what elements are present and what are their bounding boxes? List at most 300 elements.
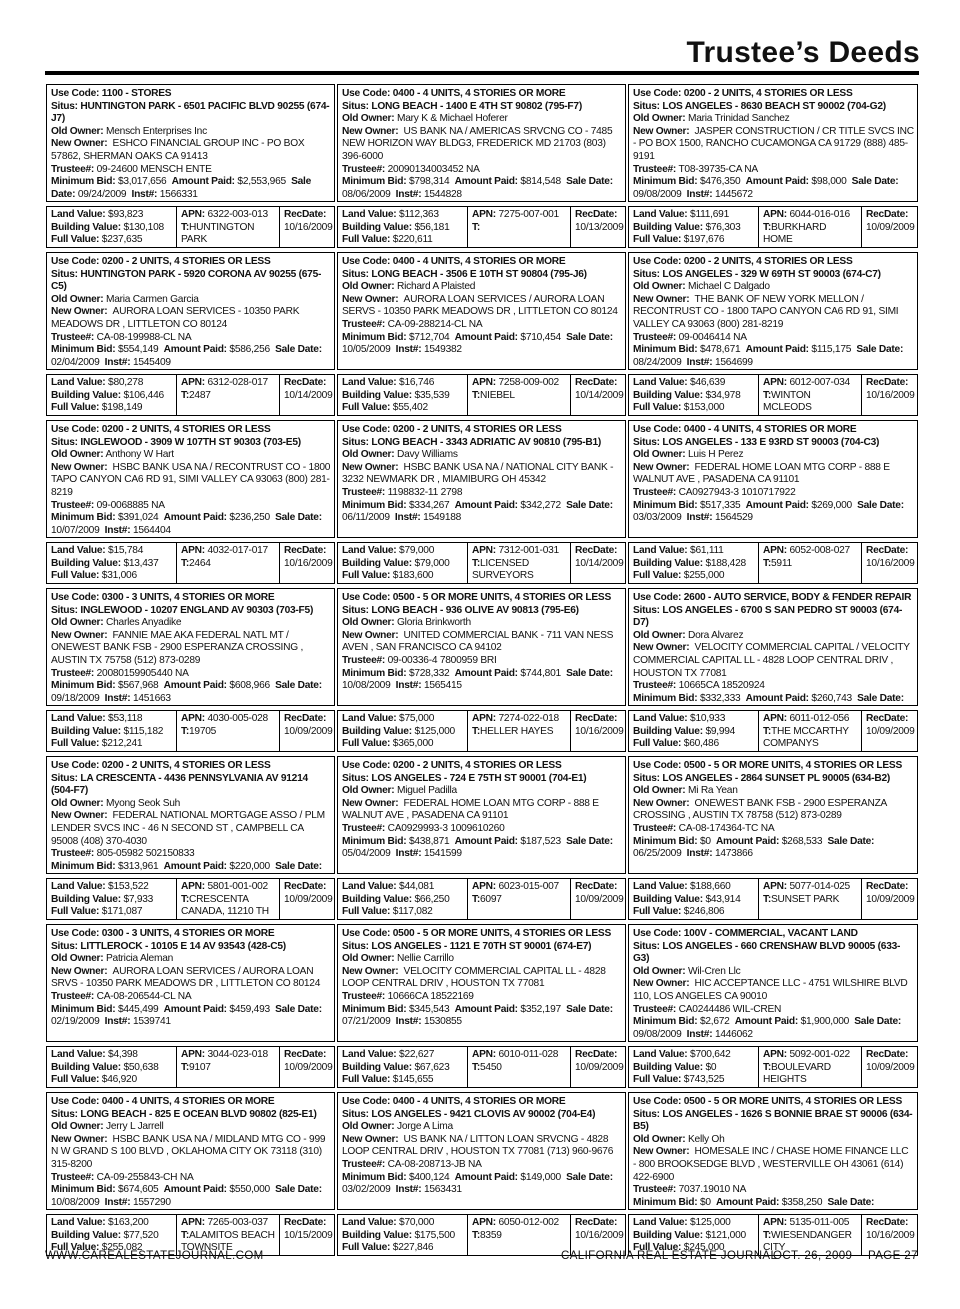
label-full-value: Full Value: bbox=[51, 1242, 100, 1254]
building-value: $35,539 bbox=[414, 389, 450, 401]
tract-value: 6097 bbox=[480, 893, 502, 905]
deed-record bbox=[628, 924, 918, 1042]
building-value: $7,933 bbox=[123, 893, 154, 905]
new-owner-value: US BANK NA / LITTON LOAN SRVCNG - 4828 LOOP CENTRAL DRIV , HOUSTON TX 77081 (713) 960-9676 bbox=[342, 1133, 614, 1158]
label-land-value: Land Value: bbox=[342, 1049, 397, 1060]
use-code-value: 0200 - 2 UNITS, 4 STORIES OR LESS bbox=[101, 760, 271, 771]
apn-value: 6052-008-027 bbox=[789, 545, 850, 556]
label-building-value: Building Value: bbox=[633, 221, 703, 233]
old-owner-value: Miguel Padilla bbox=[397, 785, 457, 797]
apn-col bbox=[759, 543, 862, 583]
use-code-value: 0400 - 4 UNITS, 4 STORIES OR MORE bbox=[392, 1096, 566, 1107]
min-bid-value: $517,335 bbox=[699, 499, 741, 511]
situs-value: LOS ANGELES - 724 E 75TH ST 90001 (704-E1) bbox=[371, 772, 587, 784]
label-old-owner: Old Owner: bbox=[342, 785, 395, 797]
recdate-value: 10/09/2009 bbox=[866, 221, 915, 233]
label-new-owner: New Owner: bbox=[342, 461, 399, 473]
full-value: $255,082 bbox=[101, 1242, 143, 1254]
values-col bbox=[629, 1215, 759, 1255]
label-situs: Situs: bbox=[633, 604, 660, 616]
tract-value: 5450 bbox=[480, 1061, 502, 1073]
inst-value: 1473866 bbox=[714, 848, 753, 860]
recdate-value: 10/09/2009 bbox=[575, 893, 624, 905]
use-code-value: 0400 - 4 UNITS, 4 STORIES OR MORE bbox=[683, 424, 857, 435]
amount-paid-value: $269,000 bbox=[811, 499, 852, 511]
label-full-value: Full Value: bbox=[633, 570, 682, 582]
values-col bbox=[338, 1047, 468, 1087]
land-value: $153,522 bbox=[108, 881, 149, 892]
label-sale-date: Sale Date: bbox=[854, 1016, 902, 1028]
label-min-bid: Minimum Bid: bbox=[51, 344, 116, 356]
full-value: $153,000 bbox=[683, 402, 725, 414]
label-use-code: Use Code: bbox=[633, 256, 682, 267]
use-code-value: 0200 - 2 UNITS, 4 STORIES OR LESS bbox=[392, 760, 562, 771]
deed-values bbox=[628, 710, 918, 752]
label-building-value: Building Value: bbox=[633, 725, 703, 737]
situs-value: INGLEWOOD - 10207 ENGLAND AV 90303 (703-F5) bbox=[80, 604, 314, 616]
use-code-value: 0500 - 5 OR MORE UNITS, 4 STORIES OR LESS bbox=[392, 928, 612, 939]
trustee-value: 20090134003452 NA bbox=[387, 163, 480, 175]
tract-value: WINTON MCLEODS bbox=[763, 389, 812, 414]
recdate-col bbox=[862, 1215, 917, 1255]
values-col bbox=[629, 1047, 759, 1087]
old-owner-value: Mi Ra Yean bbox=[688, 785, 738, 797]
old-owner-value: Mensch Enterprises Inc bbox=[106, 125, 207, 137]
label-trustee: Trustee#: bbox=[342, 654, 386, 666]
apn-value: 7265-003-037 bbox=[207, 1217, 268, 1228]
label-building-value: Building Value: bbox=[633, 557, 703, 569]
label-building-value: Building Value: bbox=[51, 221, 121, 233]
situs-value: LOS ANGELES - 9421 CLOVIS AV 90002 (704-E4) bbox=[371, 1108, 596, 1120]
tract-value: BOULEVARD HEIGHTS bbox=[763, 1061, 831, 1086]
building-value: $130,108 bbox=[123, 221, 164, 233]
deed-values bbox=[46, 542, 335, 584]
label-situs: Situs: bbox=[342, 100, 369, 112]
label-new-owner: New Owner: bbox=[342, 125, 399, 137]
label-min-bid: Minimum Bid: bbox=[342, 1171, 407, 1183]
label-apn: APN: bbox=[763, 377, 787, 388]
old-owner-value: Luis H Perez bbox=[688, 449, 744, 461]
sale-date-value: 10/08/2009 bbox=[51, 1196, 100, 1208]
old-owner-value: Gloria Brinkworth bbox=[397, 617, 471, 629]
label-old-owner: Old Owner: bbox=[633, 629, 686, 641]
recdate-col bbox=[571, 879, 625, 919]
land-value: $79,000 bbox=[399, 545, 435, 556]
label-use-code: Use Code: bbox=[51, 256, 100, 267]
label-full-value: Full Value: bbox=[51, 570, 100, 582]
footer-date: OCT. 26, 2009 bbox=[773, 1250, 853, 1262]
values-col bbox=[629, 375, 759, 415]
new-owner-value: FEDERAL HOME LOAN MTG CORP - 888 E WALNUT AVE , PASADENA CA 91101 bbox=[633, 461, 890, 486]
deed-values bbox=[46, 374, 335, 416]
situs-value: HUNTINGTON PARK - 5920 CORONA AV 90255 (675-C5) bbox=[51, 268, 322, 293]
label-apn: APN: bbox=[181, 377, 205, 388]
label-trustee: Trustee#: bbox=[342, 486, 386, 498]
label-inst: Inst#: bbox=[395, 1184, 422, 1196]
label-full-value: Full Value: bbox=[633, 234, 682, 246]
label-amount-paid: Amount Paid: bbox=[745, 499, 809, 511]
apn-col bbox=[468, 1215, 571, 1255]
label-apn: APN: bbox=[181, 881, 205, 892]
label-situs: Situs: bbox=[51, 100, 78, 112]
recdate-value: 10/09/2009 bbox=[866, 893, 915, 905]
label-land-value: Land Value: bbox=[633, 1049, 688, 1060]
label-land-value: Land Value: bbox=[51, 377, 106, 388]
label-recdate: RecDate: bbox=[284, 881, 327, 892]
label-land-value: Land Value: bbox=[633, 881, 688, 892]
situs-value: LONG BEACH - 3506 E 10TH ST 90804 (795-J6) bbox=[371, 268, 587, 280]
label-new-owner: New Owner: bbox=[51, 810, 108, 822]
label-recdate: RecDate: bbox=[284, 713, 327, 724]
label-min-bid: Minimum Bid: bbox=[633, 176, 698, 188]
situs-value: LOS ANGELES - 660 CRENSHAW BLVD 90005 (633-G3) bbox=[633, 940, 901, 965]
recdate-value: 10/16/2009 bbox=[284, 221, 333, 233]
min-bid-value: $2,672 bbox=[699, 1016, 730, 1028]
apn-col bbox=[759, 375, 862, 415]
label-land-value: Land Value: bbox=[342, 377, 397, 388]
land-value: $111,691 bbox=[690, 209, 730, 220]
recdate-col bbox=[862, 1047, 917, 1087]
label-min-bid: Minimum Bid: bbox=[342, 835, 407, 847]
recdate-col bbox=[862, 375, 917, 415]
label-full-value: Full Value: bbox=[633, 906, 682, 918]
label-full-value: Full Value: bbox=[633, 738, 682, 750]
label-sale-date: Sale Date: bbox=[275, 860, 322, 872]
label-amount-paid: Amount Paid: bbox=[163, 344, 227, 356]
full-value: $183,600 bbox=[392, 570, 434, 582]
new-owner-value: HOMESALE INC / CHASE HOME FINANCE LLC - 800 BROOKSEDGE BLVD , WESTERVILLE OH 43061 (614) 422-6900 bbox=[633, 1146, 909, 1183]
apn-col bbox=[759, 207, 862, 247]
values-col bbox=[338, 375, 468, 415]
label-new-owner: New Owner: bbox=[633, 125, 690, 137]
apn-col bbox=[177, 543, 280, 583]
sale-date-value: 08/06/2009 bbox=[342, 188, 391, 200]
recdate-value: 10/16/2009 bbox=[284, 557, 333, 569]
label-building-value: Building Value: bbox=[51, 725, 121, 737]
sale-date-value bbox=[51, 873, 100, 874]
tract-value: WIESENDANGER CITY bbox=[763, 1229, 852, 1254]
label-recdate: RecDate: bbox=[575, 1049, 618, 1060]
label-amount-paid: Amount Paid: bbox=[745, 692, 809, 704]
deed-record bbox=[628, 1092, 918, 1210]
amount-paid-value: $352,197 bbox=[520, 1003, 561, 1015]
inst-value: 1445672 bbox=[714, 188, 753, 200]
apn-col bbox=[468, 543, 571, 583]
label-recdate: RecDate: bbox=[866, 1217, 909, 1228]
deed-values bbox=[628, 542, 918, 584]
label-min-bid: Minimum Bid: bbox=[51, 680, 116, 692]
label-min-bid: Minimum Bid: bbox=[51, 176, 116, 188]
apn-value: 6044-016-016 bbox=[789, 209, 850, 220]
tract-value: NIEBEL bbox=[480, 389, 515, 401]
deed-record bbox=[46, 756, 335, 874]
recdate-col bbox=[862, 711, 917, 751]
label-land-value: Land Value: bbox=[342, 881, 397, 892]
recdate-col bbox=[571, 711, 625, 751]
label-min-bid: Minimum Bid: bbox=[51, 1003, 116, 1015]
full-value: $255,000 bbox=[683, 570, 725, 582]
label-full-value: Full Value: bbox=[342, 1242, 391, 1254]
land-value: $80,278 bbox=[108, 377, 144, 388]
label-apn: APN: bbox=[181, 209, 205, 220]
inst-value: 1565415 bbox=[423, 680, 462, 692]
apn-col bbox=[468, 879, 571, 919]
full-value: $365,000 bbox=[392, 738, 434, 750]
inst-value: 1564404 bbox=[132, 524, 171, 536]
sale-date-value: 09/18/2009 bbox=[51, 692, 100, 704]
values-col bbox=[47, 1047, 177, 1087]
recdate-col bbox=[280, 207, 334, 247]
label-use-code: Use Code: bbox=[342, 1096, 391, 1107]
min-bid-value: $438,871 bbox=[408, 835, 450, 847]
label-inst: Inst#: bbox=[686, 848, 713, 860]
apn-col bbox=[759, 711, 862, 751]
min-bid-value: $334,267 bbox=[408, 499, 450, 511]
full-value: $46,920 bbox=[101, 1074, 137, 1086]
land-value: $700,642 bbox=[690, 1049, 731, 1060]
trustee-value: 1198832-11 2798 bbox=[387, 486, 463, 498]
new-owner-value: VELOCITY COMMERCIAL CAPITAL LL - 4828 LOOP CENTRAL DRIV , HOUSTON TX 77081 bbox=[342, 965, 606, 990]
apn-value: 3044-023-018 bbox=[207, 1049, 268, 1060]
label-trustee: Trustee#: bbox=[342, 990, 386, 1002]
recdate-col bbox=[571, 1047, 625, 1087]
recdate-col bbox=[571, 543, 625, 583]
label-situs: Situs: bbox=[342, 268, 369, 280]
label-amount-paid: Amount Paid: bbox=[163, 512, 227, 524]
label-old-owner: Old Owner: bbox=[342, 113, 395, 125]
label-min-bid: Minimum Bid: bbox=[342, 1003, 407, 1015]
label-building-value: Building Value: bbox=[342, 1061, 412, 1073]
label-building-value: Building Value: bbox=[342, 893, 412, 905]
situs-value: LONG BEACH - 936 OLIVE AV 90813 (795-E6) bbox=[371, 604, 579, 616]
inst-value: 1451663 bbox=[132, 692, 171, 704]
old-owner-value: Jerry L Jarrell bbox=[106, 1121, 164, 1133]
situs-value: LOS ANGELES - 6700 S SAN PEDRO ST 90003 (674-D7) bbox=[633, 604, 903, 629]
trustee-value: 09-00336-4 7800959 BRI bbox=[387, 654, 497, 666]
full-value: $743,525 bbox=[683, 1074, 725, 1086]
label-use-code: Use Code: bbox=[51, 88, 100, 99]
label-land-value: Land Value: bbox=[342, 209, 397, 220]
sale-date-value: 02/19/2009 bbox=[51, 1016, 100, 1028]
label-t: T: bbox=[181, 389, 189, 401]
label-inst: Inst#: bbox=[395, 848, 422, 860]
label-situs: Situs: bbox=[51, 940, 78, 952]
label-old-owner: Old Owner: bbox=[51, 1121, 104, 1133]
amount-paid-value: $744,801 bbox=[520, 667, 561, 679]
recdate-value: 10/16/2009 bbox=[575, 1229, 624, 1241]
label-t: T: bbox=[763, 389, 771, 401]
label-sale-date: Sale Date: bbox=[566, 835, 613, 847]
label-old-owner: Old Owner: bbox=[633, 281, 686, 293]
full-value: $227,846 bbox=[392, 1242, 434, 1254]
values-col bbox=[629, 543, 759, 583]
label-t: T: bbox=[763, 893, 771, 905]
amount-paid-value: $608,966 bbox=[229, 680, 270, 692]
recdate-value: 10/14/2009 bbox=[575, 389, 624, 401]
trustee-value: CA-09-255843-CH NA bbox=[96, 1171, 194, 1183]
label-old-owner: Old Owner: bbox=[51, 293, 104, 305]
label-inst: Inst#: bbox=[395, 344, 422, 356]
recdate-col bbox=[862, 879, 917, 919]
apn-value: 7275-007-001 bbox=[498, 209, 559, 220]
amount-paid-value: $342,272 bbox=[520, 499, 561, 511]
label-trustee: Trustee#: bbox=[633, 486, 677, 498]
recdate-value: 10/14/2009 bbox=[284, 389, 333, 401]
label-situs: Situs: bbox=[633, 940, 660, 952]
label-apn: APN: bbox=[181, 1049, 205, 1060]
label-full-value: Full Value: bbox=[51, 738, 100, 750]
inst-value: 1564529 bbox=[714, 512, 753, 524]
label-t: T: bbox=[472, 893, 480, 905]
label-inst: Inst#: bbox=[131, 188, 158, 200]
label-sale-date: Sale Date: bbox=[275, 512, 322, 524]
label-full-value: Full Value: bbox=[342, 570, 391, 582]
amount-paid-value: $710,454 bbox=[520, 331, 561, 343]
recdate-col bbox=[571, 1215, 625, 1255]
full-value: $31,006 bbox=[101, 570, 137, 582]
label-inst: Inst#: bbox=[686, 512, 713, 524]
old-owner-value: Charles Anyadike bbox=[106, 617, 182, 629]
label-use-code: Use Code: bbox=[51, 928, 100, 939]
label-building-value: Building Value: bbox=[633, 1061, 703, 1073]
label-trustee: Trustee#: bbox=[633, 822, 677, 834]
label-use-code: Use Code: bbox=[633, 424, 682, 435]
label-new-owner: New Owner: bbox=[342, 293, 399, 305]
label-amount-paid: Amount Paid: bbox=[454, 499, 518, 511]
label-trustee: Trustee#: bbox=[51, 331, 95, 343]
label-situs: Situs: bbox=[342, 604, 369, 616]
building-value: $125,000 bbox=[414, 725, 455, 737]
label-full-value: Full Value: bbox=[51, 402, 100, 414]
deed-record bbox=[337, 924, 626, 1042]
recdate-value: 10/09/2009 bbox=[866, 725, 915, 737]
label-apn: APN: bbox=[763, 881, 787, 892]
recdate-value: 10/09/2009 bbox=[284, 1061, 333, 1073]
building-value: $175,500 bbox=[414, 1229, 455, 1241]
use-code-value: 0300 - 3 UNITS, 4 STORIES OR MORE bbox=[101, 592, 275, 603]
inst-value: 1566331 bbox=[159, 188, 198, 200]
new-owner-value: HSBC BANK USA NA / RECONTRUST CO - 1800 TAPO CANYON CA6 RD 91, SIMI VALLEY CA 93063 (800) 281-8219 bbox=[51, 461, 331, 498]
label-t: T: bbox=[181, 221, 189, 233]
label-trustee: Trustee#: bbox=[633, 1003, 677, 1015]
label-old-owner: Old Owner: bbox=[342, 449, 395, 461]
label-new-owner: New Owner: bbox=[342, 797, 399, 809]
recdate-value: 10/16/2009 bbox=[866, 557, 915, 569]
deed-record bbox=[46, 252, 335, 370]
deed-record bbox=[337, 1092, 626, 1210]
label-building-value: Building Value: bbox=[633, 389, 703, 401]
deed-record bbox=[337, 588, 626, 706]
land-value: $22,627 bbox=[399, 1049, 435, 1060]
sale-date-value: 09/08/2009 bbox=[633, 188, 682, 200]
recdate-col bbox=[280, 1047, 334, 1087]
building-value: $79,000 bbox=[414, 557, 450, 569]
label-min-bid: Minimum Bid: bbox=[342, 331, 407, 343]
label-recdate: RecDate: bbox=[284, 377, 327, 388]
label-trustee: Trustee#: bbox=[51, 990, 95, 1002]
tract-value: 9107 bbox=[189, 1061, 211, 1073]
trustee-value: 7037.19010 NA bbox=[678, 1184, 747, 1196]
label-apn: APN: bbox=[763, 545, 787, 556]
situs-value: INGLEWOOD - 3909 W 107TH ST 90303 (703-E5) bbox=[80, 436, 301, 448]
label-min-bid: Minimum Bid: bbox=[342, 499, 407, 511]
old-owner-value: Dora Alvarez bbox=[688, 629, 744, 641]
label-inst: Inst#: bbox=[104, 524, 131, 536]
full-value: $55,402 bbox=[392, 402, 428, 414]
old-owner-value: Maria Trinidad Sanchez bbox=[688, 113, 790, 125]
amount-paid-value: $236,250 bbox=[229, 512, 270, 524]
label-building-value: Building Value: bbox=[342, 1229, 412, 1241]
label-building-value: Building Value: bbox=[633, 1229, 703, 1241]
label-amount-paid: Amount Paid: bbox=[454, 176, 518, 188]
label-use-code: Use Code: bbox=[342, 928, 391, 939]
land-value: $16,746 bbox=[399, 377, 435, 388]
amount-paid-value: $358,250 bbox=[781, 1196, 823, 1208]
label-old-owner: Old Owner: bbox=[633, 785, 686, 797]
trustee-value: CA-08-174364-TC NA bbox=[678, 822, 775, 834]
label-building-value: Building Value: bbox=[342, 725, 412, 737]
label-amount-paid: Amount Paid: bbox=[454, 835, 518, 847]
land-value: $112,363 bbox=[399, 209, 439, 220]
apn-col bbox=[468, 1047, 571, 1087]
full-value: $246,806 bbox=[683, 906, 725, 918]
label-old-owner: Old Owner: bbox=[342, 617, 395, 629]
label-new-owner: New Owner: bbox=[51, 965, 108, 977]
label-recdate: RecDate: bbox=[284, 1049, 327, 1060]
label-recdate: RecDate: bbox=[866, 209, 909, 220]
label-situs: Situs: bbox=[633, 268, 660, 280]
apn-value: 7274-022-018 bbox=[498, 713, 559, 724]
deeds-grid bbox=[45, 84, 919, 1260]
trustee-value: 09-0046414 NA bbox=[678, 331, 747, 343]
trustee-value: CA0927943-3 1010717922 bbox=[678, 486, 796, 498]
label-land-value: Land Value: bbox=[51, 881, 106, 892]
min-bid-value: $476,350 bbox=[699, 176, 741, 188]
label-new-owner: New Owner: bbox=[633, 797, 690, 809]
new-owner-value: AURORA LOAN SERVICES / AURORA LOAN SERVS - 10350 PARK MEADOWS DR , LITTLETON CO 80124 bbox=[342, 293, 618, 318]
label-inst: Inst#: bbox=[104, 356, 131, 368]
label-apn: APN: bbox=[472, 1217, 496, 1228]
situs-value: LONG BEACH - 3343 ADRIATIC AV 90810 (795-B1) bbox=[371, 436, 602, 448]
label-amount-paid: Amount Paid: bbox=[715, 835, 780, 847]
situs-value: LONG BEACH - 1400 E 4TH ST 90802 (795-F7) bbox=[371, 100, 582, 112]
apn-value: 6010-011-028 bbox=[498, 1049, 559, 1060]
new-owner-value: VELOCITY COMMERCIAL CAPITAL / VELOCITY COMMERCIAL CAPITAL LL - 4828 LOOP CENTRAL DRIV , HOUSTON TX 77081 bbox=[633, 642, 910, 679]
label-use-code: Use Code: bbox=[633, 88, 682, 99]
label-recdate: RecDate: bbox=[866, 1049, 909, 1060]
values-col bbox=[47, 375, 177, 415]
amount-paid-value: $814,548 bbox=[520, 176, 561, 188]
deed-record bbox=[628, 420, 918, 538]
label-situs: Situs: bbox=[51, 1108, 78, 1120]
inst-value bbox=[133, 873, 171, 874]
deed-values bbox=[46, 710, 335, 752]
label-apn: APN: bbox=[472, 1049, 496, 1060]
use-code-value: 0400 - 4 UNITS, 4 STORIES OR MORE bbox=[101, 1096, 275, 1107]
label-land-value: Land Value: bbox=[342, 713, 397, 724]
tract-value: SUNSET PARK bbox=[771, 893, 840, 905]
label-t: T: bbox=[181, 725, 189, 737]
label-apn: APN: bbox=[472, 209, 496, 220]
label-t: T: bbox=[472, 1229, 480, 1241]
label-recdate: RecDate: bbox=[575, 545, 618, 556]
inst-value bbox=[715, 1209, 753, 1210]
label-recdate: RecDate: bbox=[284, 1217, 327, 1228]
land-value: $75,000 bbox=[399, 713, 435, 724]
values-col bbox=[47, 879, 177, 919]
apn-value: 4030-005-028 bbox=[207, 713, 268, 724]
label-trustee: Trustee#: bbox=[342, 318, 386, 330]
